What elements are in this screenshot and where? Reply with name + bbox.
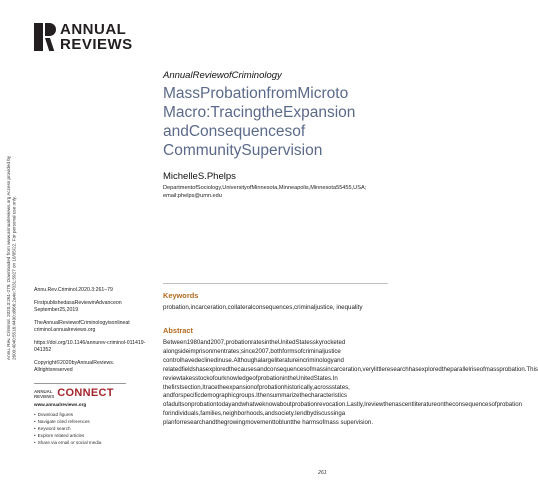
annual-reviews-logo-icon <box>34 23 56 51</box>
article-title: MassProbationfromMicroto Macro:TracingtheExpansion andConsequencesof CommunitySupervision <box>163 85 356 159</box>
connect-url[interactable]: www.annualreviews.org <box>34 402 87 407</box>
connect-feature-item: • Keyword search <box>34 425 126 432</box>
download-notice: Annu. Rev. Criminol. 2020.3:261-279. Downloaded from www.annualreviews.org Access provided by 2600:4040:5516:4400:d866:2a4e:7031:5927 on 10/05/22. For personal use only. <box>6 155 17 360</box>
logo-text <box>60 22 133 52</box>
keywords-heading: Keywords <box>163 291 199 300</box>
connect-header <box>34 387 126 399</box>
author-affiliation: DepartmentofSociology,UniversityofMinnesota,Minneapolis,Minnesota55455,USA; email:phelps@umn.edu <box>163 185 367 199</box>
citation: Annu.Rev.Criminol.2020.3:261–79 <box>34 287 113 293</box>
keywords-text: probation,incarceration,collateralconsequences,criminaljustice, inequality <box>163 304 363 311</box>
logo-line2: REVIEWS <box>60 36 133 53</box>
abstract-heading: Abstract <box>163 326 193 335</box>
journal-name: AnnualReviewofCriminology <box>163 70 282 81</box>
annual-reviews-connect[interactable] <box>34 383 126 446</box>
connect-small-line1: ANNUAL <box>34 389 53 394</box>
abstract-text: Between1980and2007,probationratesintheUnitedStatesskyrocketed alongsideimprisonmentrates;since2007,bothformsofcriminaljustice controlhavedeclinedinuse.Althoughalargeliteratureincriminologyand relatedfieldshasexploredthecausesandconsequencesofmassincarceration,verylittleresearchhasexploredtheparallelriseofmassprobation.This reviewtakesstockofourknowledgeofprobationintheUnitedStates.In thefirstsection,Itracetheexpansionofprobationhistorically,acrossstates, andforspecificdemographicgroups.Ithensummarizethecharacteristics ofadultsonprobationtodayandwhatweknowaboutprobationrevocation.Lastly,Ireviewthenascentliteratureontheconsequencesofprobation forindividuals,families,neighborhoods,andsociety.Iendbydiscussinga planforresearchandthegrowingmovementtobluntthe harmsofmass supervision. <box>163 339 538 427</box>
connect-feature-item: • Share via email or social media <box>34 439 126 446</box>
connect-feature-item: • Explore related articles <box>34 432 126 439</box>
annual-reviews-logo <box>34 22 133 52</box>
doi-link[interactable]: https://doi.org/10.1146/annurev-criminol-011419-041352 <box>34 340 146 353</box>
online-at[interactable]: TheAnnualReviewofCriminologyisonlineat criminol.annualreviews.org <box>34 320 130 333</box>
article-meta <box>34 287 146 380</box>
copyright: Copyright©2020byAnnualReviews. Allrightsreserved <box>34 360 115 373</box>
page-number: 261 <box>318 470 327 476</box>
section-divider <box>163 283 388 284</box>
connect-features <box>34 411 126 446</box>
author-name: MichelleS.Phelps <box>163 171 236 182</box>
logo-line1: ANNUAL <box>60 21 127 38</box>
connect-feature-item: • Download figures <box>34 411 126 418</box>
connect-title: CONNECT <box>57 387 114 399</box>
connect-small-line2: REVIEWS <box>34 394 55 399</box>
connect-feature-item: • Navigate cited references <box>34 418 126 425</box>
first-published: FirstpublishedasaReviewinAdvanceon September25,2019 <box>34 300 122 313</box>
connect-small-label <box>34 389 54 399</box>
